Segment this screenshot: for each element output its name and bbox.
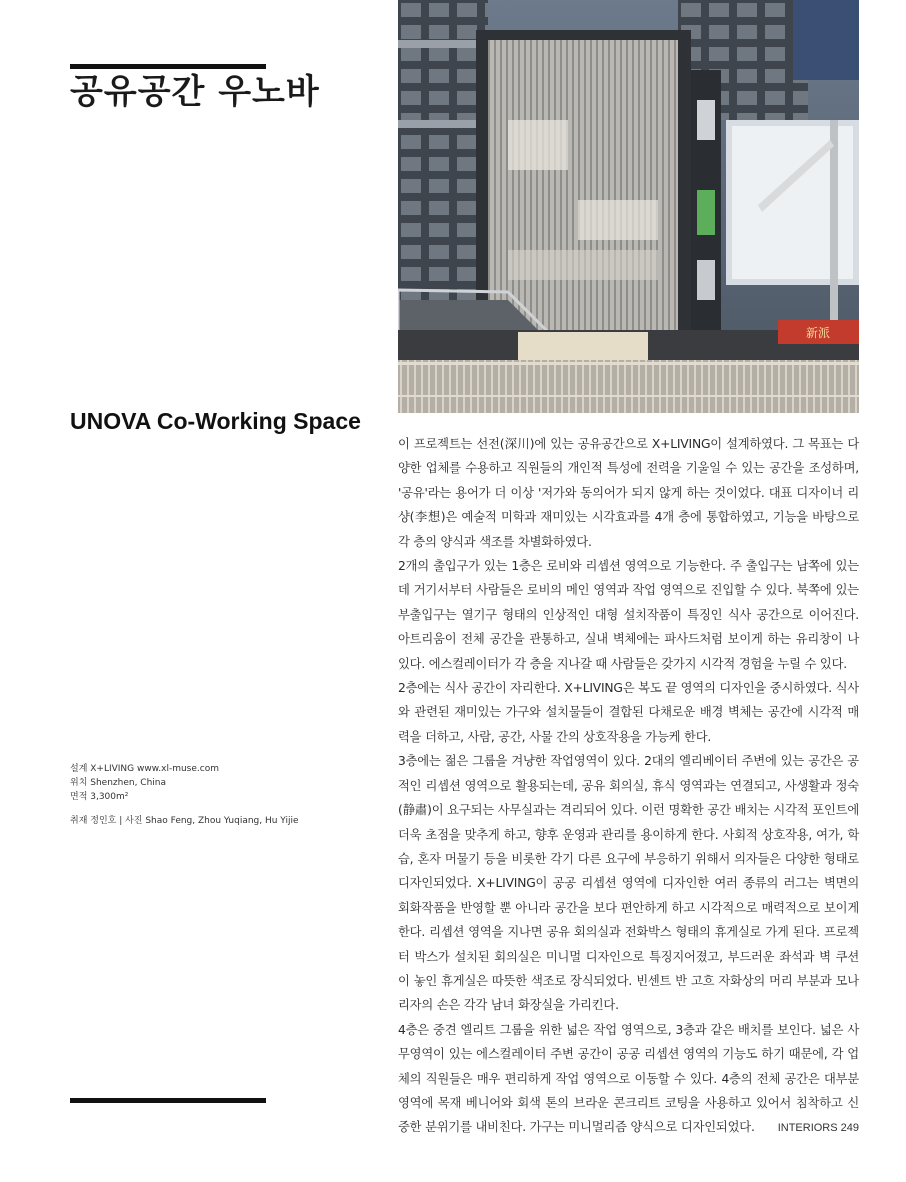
body-paragraph: 이 프로젝트는 선전(深川)에 있는 공유공간으로 X+LIVING이 설계하였다. 그 목표는 다양한 업체를 수용하고 직원들의 개인적 특성에 전력을 기울일 수 있는 공간을 조성하며, '공유'라는 용어가 더 이상 '저가와 동의어가 되지 않게 하는 것이었다. 대표 디자이너 리샹(李想)은 예술적 미학과 재미있는 시각효과를 4개 층에 통합하였고, 기능을 바탕으로 각 층의 양식과 색조를 차별화하였다. xyxy=(398,437,859,549)
project-credits xyxy=(70,762,380,828)
building-facade-photo xyxy=(398,0,859,413)
credit-design: 설계 X+LIVING www.xl-muse.com xyxy=(70,764,219,774)
page-title: 공유공간 우노바 xyxy=(70,72,320,112)
bottom-rule xyxy=(70,1098,266,1103)
page-folio: INTERIORS 249 xyxy=(777,1122,859,1134)
store-sign-text: 新派 xyxy=(805,326,831,340)
credit-area: 면적 3,300m² xyxy=(70,792,129,802)
body-paragraph: 4층은 중견 엘리트 그룹을 위한 넓은 작업 영역으로, 3층과 같은 배치를 보인다. 넓은 사무영역이 있는 에스컬레이터 주변 공간이 공공 리셉션 영역의 기능도 하기 때문에, 각 업체의 직원들은 매우 편리하게 작업 영역으로 이동할 수 있다. 4층의 전체 공간은 대부분 영역에 목재 베니어와 회색 톤의 브라운 콘크리트 코팅을 사용하고 있어서 침착하고 신중한 분위기를 내비친다. 가구는 미니멀리즘 양식으로 디자인되었다. xyxy=(398,1022,859,1135)
article-body xyxy=(398,432,859,1140)
credit-location: 위치 Shenzhen, China xyxy=(70,778,167,788)
credit-editor-photo: 취재 정인호 | 사진 Shao Feng, Zhou Yuqiang, Hu Yijie xyxy=(70,816,299,826)
top-rule xyxy=(70,64,266,69)
body-paragraph: 2층에는 식사 공간이 자리한다. X+LIVING은 복도 끝 영역의 디자인을 중시하였다. 식사와 관련된 재미있는 가구와 설치물들이 결합된 다채로운 배경 벽체는 공간에 시각적 매력을 더하고, 사람, 공간, 사물 간의 상호작용을 가능케 한다. xyxy=(398,681,859,744)
body-paragraph: 2개의 출입구가 있는 1층은 로비와 리셉션 영역으로 기능한다. 주 출입구는 남쪽에 있는데 거기서부터 사람들은 로비의 메인 영역과 작업 영역으로 진입할 수 있다. 북쪽에 있는 부출입구는 열기구 형태의 인상적인 대형 설치작품이 특징인 식사 공간으로 이어진다. 아트리움이 전체 공간을 관통하고, 실내 벽체에는 파사드처럼 보이게 하는 유리창이 나 있다. 에스컬레이터가 각 층을 지나갈 때 사람들은 갖가지 시각적 경험을 누릴 수 있다. xyxy=(398,559,859,671)
english-title: UNOVA Co-Working Space xyxy=(70,408,361,434)
body-paragraph: 3층에는 젊은 그룹을 겨냥한 작업영역이 있다. 2대의 엘리베이터 주변에 있는 공간은 공적인 리셉션 영역으로 활용되는데, 공유 회의실, 휴식 영역과는 연결되고, 사생활과 정숙(静肅)이 요구되는 사무실과는 격리되어 있다. 이런 명확한 공간 배치는 시각적 포인트에 더욱 초점을 맞추게 하고, 향후 운영과 관리를 용이하게 한다. 사회적 상호작용, 여가, 학습, 혼자 머물기 등을 비롯한 각기 다른 요구에 부응하기 위해서 의자들은 다양한 형태로 디자인되었다. X+LIVING이 공공 리셉션 영역에 디자인한 여러 종류의 러그는 벽면의 회화작품을 반영할 뿐 아니라 공간을 보다 편안하게 하고 시각적으로 매력적으로 보이게 한다. 리셉션 영역을 지나면 공유 회의실과 전화박스 형태의 휴게실로 가게 된다. 프로젝터 박스가 설치된 회의실은 미니멀 디자인으로 특징지어졌고, 부드러운 좌석과 벽 쿠션이 놓인 휴게실은 따뜻한 색조로 장식되었다. 빈센트 반 고흐 자화상의 머리 부분과 모나리자의 손은 각각 남녀 화장실을 가리킨다. xyxy=(398,754,859,1013)
